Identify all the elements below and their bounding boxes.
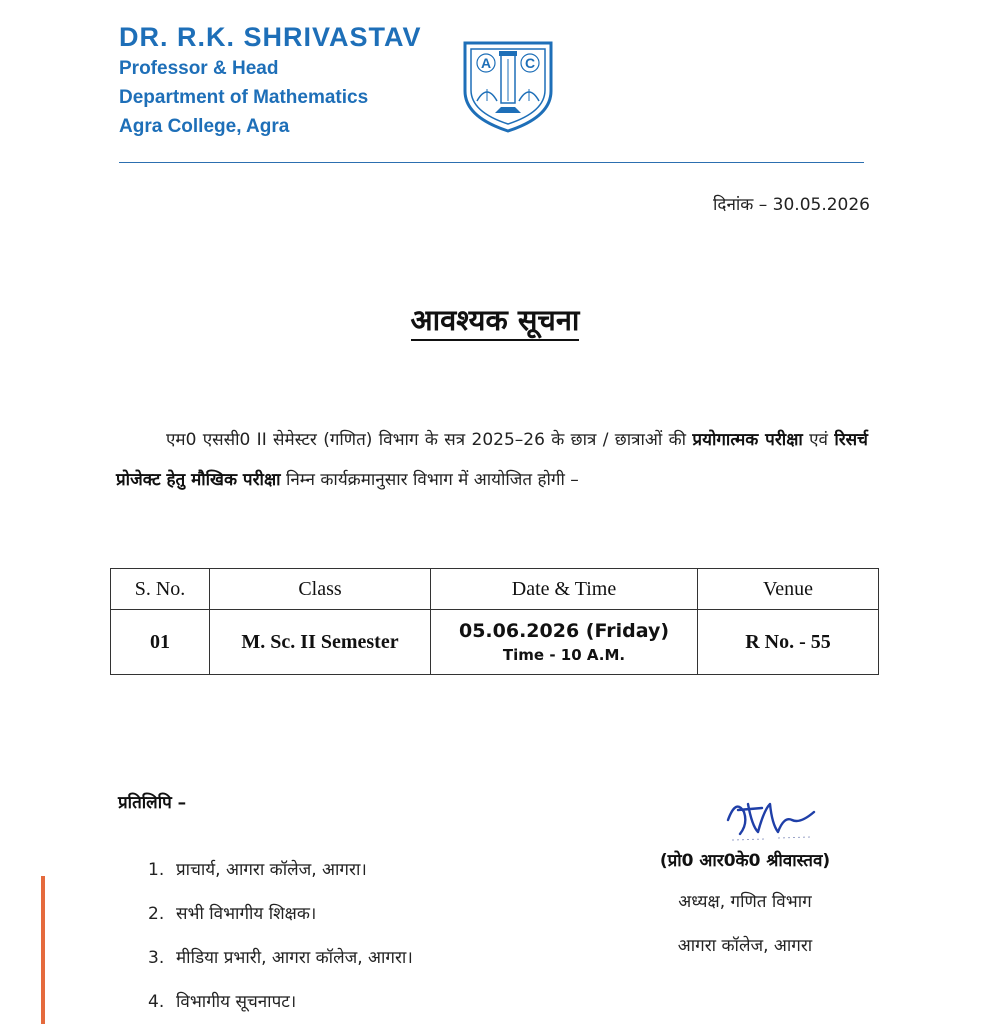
list-item-number: 2. (148, 904, 165, 924)
signatory-institution: आगरा कॉलेज, आगरा (677, 936, 813, 956)
handwritten-signature (718, 790, 828, 850)
cell-date-time (431, 610, 698, 675)
notice-body (116, 420, 868, 500)
copy-list (148, 848, 413, 1024)
list-item-text: सभी विभागीय शिक्षक। (176, 904, 317, 924)
body-bold-viva-exam: रिसर्च प्रोजेक्ट हेतु मौखिक परीक्षा (116, 430, 868, 490)
body-text-3: निम्न कार्यक्रमानुसार विभाग में आयोजित होगी – (280, 470, 579, 490)
list-item-text: मीडिया प्रभारी, आगरा कॉलेज, आगरा। (176, 948, 413, 968)
cell-sno: 01 (111, 610, 210, 675)
letterhead-institution: Agra College, Agra (119, 116, 290, 137)
college-crest-logo (457, 33, 559, 135)
list-item-text: विभागीय सूचनापट। (176, 992, 297, 1012)
body-bold-practical-exam: प्रयोगात्मक परीक्षा (692, 430, 803, 450)
letterhead-designation: Professor & Head (119, 58, 279, 79)
table-header-row (111, 569, 879, 610)
list-item-number: 3. (148, 948, 165, 968)
header-date-time: Date & Time (431, 569, 698, 610)
letterhead-department: Department of Mathematics (119, 87, 369, 108)
header-venue: Venue (698, 569, 879, 610)
notice-title (0, 300, 990, 339)
copy-heading: प्रतिलिपि – (118, 793, 187, 813)
notice-title-text: आवश्यक सूचना (411, 303, 580, 341)
list-item-text: प्राचार्य, आगरा कॉलेज, आगरा। (176, 860, 367, 880)
table-row (111, 610, 879, 675)
letterhead-divider (119, 162, 864, 163)
cell-venue: R No. - 55 (698, 610, 879, 675)
signatory-name: (प्रो0 आर0के0 श्रीवास्तव) (659, 851, 831, 871)
page-edge-mark (41, 876, 45, 1024)
cell-date: 05.06.2026 (Friday) (458, 620, 670, 642)
signatory-designation: अध्यक्ष, गणित विभाग (678, 892, 812, 912)
logo-letter-a: A (480, 55, 492, 71)
list-item (148, 892, 413, 936)
header-sno: S. No. (111, 569, 210, 610)
list-item (148, 936, 413, 980)
letterhead-name: DR. R.K. SHRIVASTAV (119, 22, 422, 52)
header-class: Class (210, 569, 431, 610)
list-item (148, 980, 413, 1024)
list-item-number: 4. (148, 992, 165, 1012)
list-item (148, 848, 413, 892)
logo-letter-c: C (524, 55, 536, 71)
cell-time: Time - 10 A.M. (502, 646, 626, 664)
body-text-2: एवं (802, 430, 835, 450)
signatory-block (610, 848, 880, 968)
letterhead (119, 20, 422, 141)
notice-date: दिनांक – 30.05.2026 (713, 195, 870, 215)
cell-class: M. Sc. II Semester (210, 610, 431, 675)
exam-schedule-table (110, 568, 879, 675)
body-text-1: एम0 एससी0 II सेमेस्टर (गणित) विभाग के सत्र 2025–26 के छात्र / छात्राओं की (166, 430, 693, 450)
list-item-number: 1. (148, 860, 165, 880)
